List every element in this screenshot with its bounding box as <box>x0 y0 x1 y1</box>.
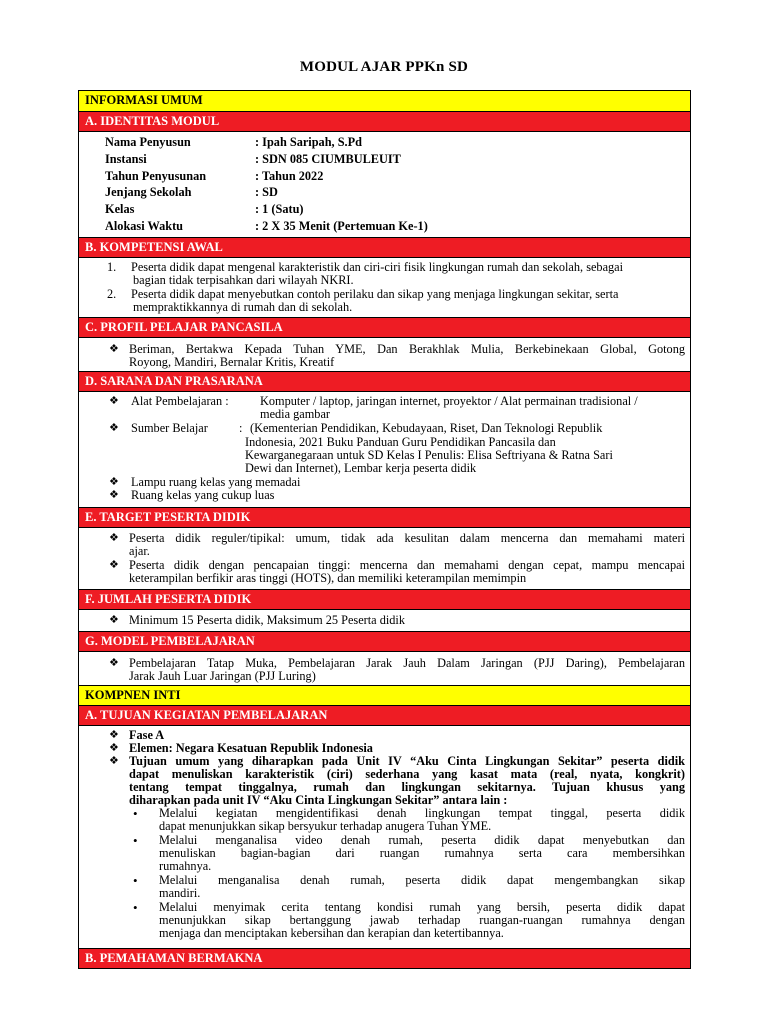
diamond-bullet-icon: ❖ <box>109 343 119 355</box>
point-4-line2: menunjukkan sikap bertanggung jawab terhadap ruangan-ruangan rumahnya dengan <box>159 913 685 927</box>
sumber-belajar-line1: (Kementerian Pendidikan, Kebudayaan, Riset, Dan Teknologi Republik <box>250 421 603 435</box>
diamond-bullet-icon: ❖ <box>109 476 119 488</box>
point-3-line1: Melalui menganalisa denah rumah, peserta didik dapat mengembangkan sikap <box>159 873 685 887</box>
diamond-bullet-icon: ❖ <box>109 742 119 754</box>
label-tahun-penyusunan: Tahun Penyusunan <box>105 169 207 183</box>
diamond-bullet-icon: ❖ <box>109 395 119 407</box>
label-nama-penyusun: Nama Penyusun <box>105 135 191 149</box>
diamond-bullet-icon: ❖ <box>109 614 119 626</box>
value-kelas: : 1 (Satu) <box>255 202 304 216</box>
tujuan-umum-line3: tentang tempat tinggalnya, rumah dan lingkungan sekitarnya. Tujuan khusus yang <box>129 780 685 794</box>
sumber-belajar-line4: Dewi dan Internet), Lembar kerja peserta didik <box>245 461 477 475</box>
diamond-bullet-icon: ❖ <box>109 657 119 669</box>
target-tinggi-line2: keterampilan berfikir aras tinggi (HOTS), dan memiliki keterampilan memimpin <box>129 571 527 585</box>
module-table <box>78 90 691 969</box>
alat-pembelajaran-label: Alat Pembelajaran : <box>131 394 229 408</box>
informasi-umum-header: INFORMASI UMUM <box>79 91 690 111</box>
point-2-line2: menuliskan bagian-bagian dari ruangan rumahnya serta cara membersihkan <box>159 846 685 860</box>
fase-text: Fase A <box>129 728 165 742</box>
kompetensi-item-1-line2: bagian tidak terpisahkan dari wilayah NKRI. <box>133 273 354 287</box>
dot-bullet-icon: • <box>133 833 138 848</box>
tujuan-umum-line1: Tujuan umum yang diharapkan pada Unit IV “Aku Cinta Lingkungan Sekitar” peserta didik <box>129 754 685 768</box>
tujuan-umum-line4: diharapkan pada unit IV “Aku Cinta Lingkungan Sekitar” antara lain : <box>129 793 508 807</box>
diamond-bullet-icon: ❖ <box>109 422 119 434</box>
point-4-line1: Melalui menyimak cerita tentang kondisi rumah yang bersih, peserta didik dapat <box>159 900 685 914</box>
sumber-belajar-colon: : <box>239 421 243 435</box>
point-2-line3: rumahnya. <box>159 859 212 873</box>
pemahaman-bermakna-header: B. PEMAHAMAN BERMAKNA <box>79 948 690 968</box>
model-pembelajaran-header: G. MODEL PEMBELAJARAN <box>79 631 690 651</box>
elemen-text: Elemen: Negara Kesatuan Republik Indonesia <box>129 741 373 755</box>
point-4-line3: menjaga dan menciptakan kebersihan dan kerapian dan ketertibannya. <box>159 926 504 940</box>
dot-bullet-icon: • <box>133 806 138 821</box>
sumber-belajar-line2: Indonesia, 2021 Buku Panduan Guru Pendidikan Pancasila dan <box>245 435 556 449</box>
document-title: MODUL AJAR PPKn SD <box>299 59 469 75</box>
ruang-kelas-item: Ruang kelas yang cukup luas <box>131 488 275 502</box>
profil-line1: Beriman, Bertakwa Kepada Tuhan YME, Dan Berakhlak Mulia, Berkebinekaan Global, Gotong <box>129 342 685 356</box>
sumber-belajar-line3: Kewarganegaraan untuk SD Kelas I Penulis: Elisa Seftriyana & Ratna Sari <box>245 448 613 462</box>
kompetensi-item-2-line1: Peserta didik dapat menyebutkan contoh perilaku dan sikap yang menjaga lingkungan sekitar, serta <box>131 287 619 301</box>
target-peserta-header: E. TARGET PESERTA DIDIK <box>79 507 690 527</box>
jumlah-peserta-section <box>79 609 690 631</box>
dot-bullet-icon: • <box>133 900 138 915</box>
profil-line2: Royong, Mandiri, Bernalar Kritis, Kreatif <box>129 355 335 369</box>
list-number: 2. <box>107 287 117 301</box>
sarana-prasarana-section <box>79 391 690 507</box>
diamond-bullet-icon: ❖ <box>109 729 119 741</box>
diamond-bullet-icon: ❖ <box>109 755 119 767</box>
value-alokasi-waktu: : 2 X 35 Menit (Pertemuan Ke-1) <box>255 219 428 233</box>
label-kelas: Kelas <box>105 202 135 216</box>
point-3-line2: mandiri. <box>159 886 201 900</box>
point-2-line1: Melalui menganalisa video denah rumah, peserta didik dapat menyebutkan dan <box>159 833 685 847</box>
target-tinggi-line1: Peserta didik dengan pencapaian tinggi: mencerna dan memahami dengan cepat, mampu mencapai <box>129 558 685 572</box>
target-reguler-line2: ajar. <box>129 544 150 558</box>
identitas-modul-header: A. IDENTITAS MODUL <box>79 111 690 131</box>
lampu-ruang-item: Lampu ruang kelas yang memadai <box>131 475 301 489</box>
identitas-modul-section <box>79 131 690 237</box>
tujuan-umum-line2: dapat menuliskan karakteristik (ciri) sederhana yang kasat mata (real, nyata, kongkrit) <box>129 767 685 781</box>
point-1-line2: dapat menunjukkan sikap bersyukur terhadap anugera Tuhan YME. <box>159 819 492 833</box>
komponen-inti-header: KOMPNEN INTI <box>79 685 690 705</box>
value-instansi: : SDN 085 CIUMBULEUIT <box>255 152 401 166</box>
profil-pancasila-header: C. PROFIL PELAJAR PANCASILA <box>79 317 690 337</box>
model-line1: Pembelajaran Tatap Muka, Pembelajaran Jarak Jauh Dalam Jaringan (PJJ Daring), Pembelajaran <box>129 656 685 670</box>
label-instansi: Instansi <box>105 152 147 166</box>
value-tahun-penyusunan: : Tahun 2022 <box>255 169 324 183</box>
model-line2: Jarak Jauh Luar Jaringan (PJJ Luring) <box>129 669 316 683</box>
profil-pancasila-section <box>79 337 690 371</box>
tujuan-kegiatan-header: A. TUJUAN KEGIATAN PEMBELAJARAN <box>79 705 690 725</box>
kompetensi-awal-section <box>79 257 690 317</box>
jumlah-peserta-header: F. JUMLAH PESERTA DIDIK <box>79 589 690 609</box>
list-number: 1. <box>107 260 117 274</box>
jumlah-peserta-text: Minimum 15 Peserta didik, Maksimum 25 Peserta didik <box>129 613 405 627</box>
alat-pembelajaran-line1: Komputer / laptop, jaringan internet, proyektor / Alat permainan tradisional / <box>260 394 638 408</box>
value-jenjang-sekolah: : SD <box>255 185 278 199</box>
sumber-belajar-label: Sumber Belajar <box>131 421 208 435</box>
target-peserta-section <box>79 527 690 589</box>
sarana-prasarana-header: D. SARANA DAN PRASARANA <box>79 371 690 391</box>
diamond-bullet-icon: ❖ <box>109 532 119 544</box>
tujuan-kegiatan-section <box>79 725 690 948</box>
target-reguler-line1: Peserta didik reguler/tipikal: umum, tidak ada kesulitan dalam mencerna dan memahami materi <box>129 531 685 545</box>
diamond-bullet-icon: ❖ <box>109 559 119 571</box>
model-pembelajaran-section <box>79 651 690 685</box>
dot-bullet-icon: • <box>133 873 138 888</box>
label-jenjang-sekolah: Jenjang Sekolah <box>105 185 192 199</box>
label-alokasi-waktu: Alokasi Waktu <box>105 219 184 233</box>
kompetensi-item-1-line1: Peserta didik dapat mengenal karakteristik dan ciri-ciri fisik lingkungan rumah dan sekolah, sebagai <box>131 260 624 274</box>
kompetensi-item-2-line2: mempraktikkannya di rumah dan di sekolah. <box>133 300 353 314</box>
kompetensi-awal-header: B. KOMPETENSI AWAL <box>79 237 690 257</box>
value-nama-penyusun: : Ipah Saripah, S.Pd <box>255 135 362 149</box>
diamond-bullet-icon: ❖ <box>109 489 119 501</box>
point-1-line1: Melalui kegiatan mengidentifikasi denah lingkungan tempat tinggal, peserta didik <box>159 806 685 820</box>
alat-pembelajaran-line2: media gambar <box>260 407 330 421</box>
